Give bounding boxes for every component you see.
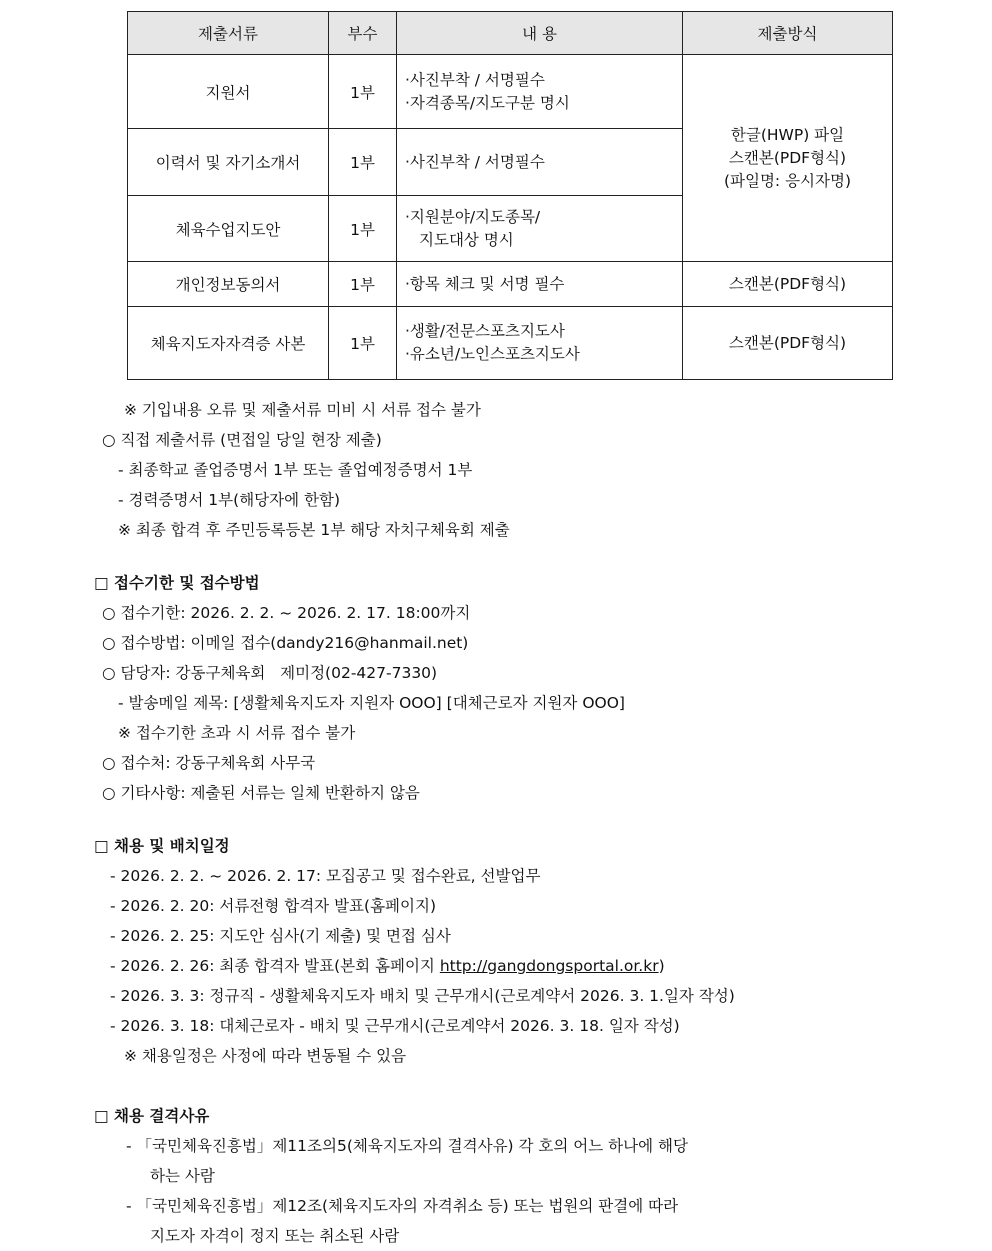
doc-name: 개인정보동의서 [128, 262, 329, 307]
schedule-item: - 2026. 3. 18: 대체근로자 - 배치 및 근무개시(근로계약서 2026. 3. 18. 일자 작성) [110, 1017, 680, 1035]
schedule-item: - 2026. 2. 25: 지도안 심사(기 제출) 및 면접 심사 [110, 927, 451, 945]
content-line: ·사진부착 / 서명필수 [405, 70, 545, 89]
disqual-line: - 「국민체육진흥법」제11조의5(체육지도자의 결격사유) 각 호의 어느 하나에 해당 [126, 1137, 688, 1155]
doc-count: 1부 [329, 55, 397, 129]
header-content: 내 용 [397, 12, 683, 55]
deadline-period: ○ 접수기한: 2026. 2. 2. ~ 2026. 2. 17. 18:00까지 [102, 604, 471, 622]
header-document: 제출서류 [128, 12, 329, 55]
homepage-link[interactable]: http://gangdongsportal.or.kr [439, 957, 659, 975]
final-note: ※ 최종 합격 후 주민등록등본 1부 해당 자치구체육회 제출 [118, 521, 510, 539]
merged-method-cell [683, 55, 893, 262]
doc-count: 1부 [329, 129, 397, 196]
deadline-etc: ○ 기타사항: 제출된 서류는 일체 반환하지 않음 [102, 784, 420, 802]
disqual-line: 하는 사람 [150, 1167, 215, 1185]
doc-name: 체육지도자자격증 사본 [128, 307, 329, 380]
doc-count: 1부 [329, 262, 397, 307]
schedule-item: - 2026. 2. 2. ~ 2026. 2. 17: 모집공고 및 접수완료, 선발업무 [110, 867, 541, 885]
doc-name: 체육수업지도안 [128, 196, 329, 262]
deadline-contact: ○ 담당자: 강동구체육회 제미정(02-427-7330) [102, 664, 438, 682]
table-header-row [128, 12, 893, 55]
direct-item: - 경력증명서 1부(해당자에 한함) [118, 491, 341, 509]
final-text-end: ) [658, 957, 665, 975]
direct-item: - 최종학교 졸업증명서 1부 또는 졸업예정증명서 1부 [118, 461, 473, 479]
schedule-item: - 2026. 3. 3: 정규직 - 생활체육지도자 배치 및 근무개시(근로계약서 2026. 3. 1.일자 작성) [110, 987, 735, 1005]
header-count: 부수 [329, 12, 397, 55]
method-cell [683, 262, 893, 307]
doc-content [397, 262, 683, 307]
doc-content [397, 55, 683, 129]
doc-name: 지원서 [128, 55, 329, 129]
method-line: 스캔본(PDF형식) [728, 148, 847, 167]
table-row [128, 307, 893, 380]
disqual-line: - 「국민체육진흥법」제12조(체육지도자의 자격취소 등) 또는 법원의 판결에 따라 [126, 1197, 679, 1215]
doc-content [397, 196, 683, 262]
submission-note: ※ 기입내용 오류 및 제출서류 미비 시 서류 접수 불가 [124, 401, 481, 419]
deadline-method: ○ 접수방법: 이메일 접수(dandy216@hanmail.net) [102, 634, 469, 652]
email-subject: - 발송메일 제목: [생활체육지도자 지원자 OOO] [대체근로자 지원자 OOO] [118, 694, 625, 712]
method-line: (파일명: 응시자명) [723, 171, 852, 190]
final-text: - 2026. 2. 26: 최종 합격자 발표(본회 홈페이지 [110, 957, 440, 975]
doc-count: 1부 [329, 196, 397, 262]
schedule-note: ※ 채용일정은 사정에 따라 변동될 수 있음 [124, 1047, 407, 1065]
content-line: ·자격종목/지도구분 명시 [405, 93, 570, 112]
documents-table [127, 11, 893, 380]
content-line: ·지원분야/지도종목/ [405, 207, 541, 226]
doc-content [397, 129, 683, 196]
content-line: ·항목 체크 및 서명 필수 [405, 274, 565, 293]
content-line: ·생활/전문스포츠지도사 [405, 322, 565, 340]
method-line: 스캔본(PDF형식) [728, 333, 847, 352]
schedule-item: - 2026. 2. 20: 서류전형 합격자 발표(홈페이지) [110, 897, 437, 915]
schedule-item-final [110, 954, 665, 976]
table-row [128, 262, 893, 307]
schedule-section-title: □ 채용 및 배치일정 [94, 837, 230, 855]
disqual-section-title: □ 채용 결격사유 [94, 1107, 210, 1125]
deadline-note: ※ 접수기한 초과 시 서류 접수 불가 [118, 724, 356, 742]
table-row [128, 55, 893, 129]
doc-content [397, 307, 683, 380]
content-line: 지도대상 명시 [419, 230, 514, 249]
content-line: ·유소년/노인스포츠지도사 [405, 345, 580, 363]
deadline-section-title: □ 접수기한 및 접수방법 [94, 574, 260, 592]
method-cell [683, 307, 893, 380]
content-line: ·사진부착 / 서명필수 [405, 152, 545, 171]
header-method: 제출방식 [683, 12, 893, 55]
method-line: 한글(HWP) 파일 [730, 125, 845, 144]
method-line: 스캔본(PDF형식) [728, 274, 847, 293]
disqual-line: 지도자 자격이 정지 또는 취소된 사람 [150, 1227, 400, 1245]
direct-submission-title: ○ 직접 제출서류 (면접일 당일 현장 제출) [102, 431, 382, 449]
doc-count: 1부 [329, 307, 397, 380]
deadline-place: ○ 접수처: 강동구체육회 사무국 [102, 754, 316, 772]
doc-name: 이력서 및 자기소개서 [128, 129, 329, 196]
